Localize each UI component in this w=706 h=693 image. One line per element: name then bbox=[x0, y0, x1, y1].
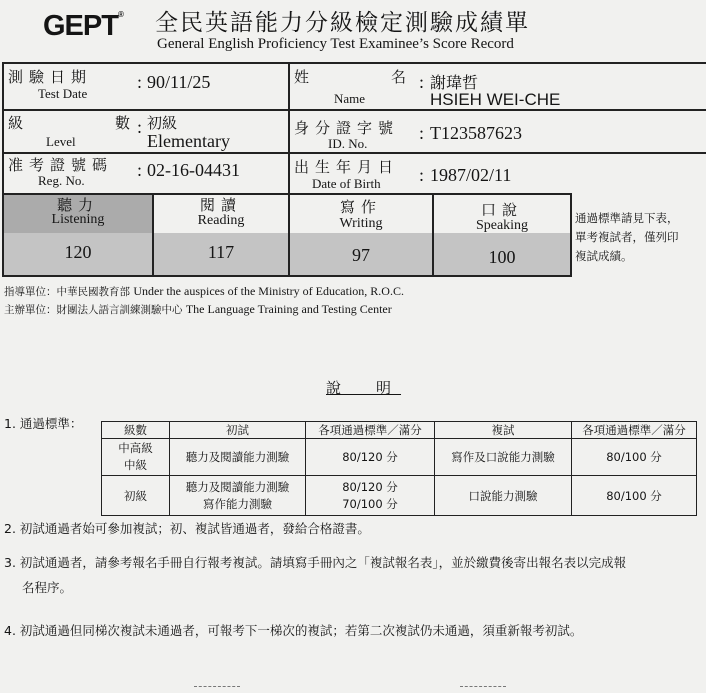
item-3-cont: 名程序。 bbox=[22, 580, 73, 595]
level-value-zh: 初級 bbox=[147, 114, 178, 132]
reg-label-zh: 准考證號碼 bbox=[8, 156, 114, 174]
gept-logo: GEPT® bbox=[43, 10, 123, 42]
stamp-box-edge bbox=[194, 686, 240, 687]
col-first-test: 初試 bbox=[170, 422, 306, 439]
grid-line bbox=[2, 62, 706, 64]
col-first-standard: 各項通過標準／滿分 bbox=[306, 422, 435, 439]
col-second-test: 複試 bbox=[435, 422, 572, 439]
name-label-zh: 姓 名 bbox=[294, 68, 407, 86]
second-standard-cell: 80/100 分 bbox=[572, 439, 697, 476]
listening-label-en: Listening bbox=[51, 212, 105, 227]
reading-score: 117 bbox=[207, 242, 235, 262]
speaking-label-zh: 口說 bbox=[480, 201, 523, 219]
item-4: 4. 初試通過但同梯次複試未通過者，可報考下一梯次的複試；若第二次複試仍未通過，須重新報考初試。 bbox=[4, 623, 583, 638]
first-test-cell: 聽力及閱讀能力測驗 寫作能力測驗 bbox=[170, 476, 306, 516]
name-value-zh: 謝瑋哲 bbox=[430, 73, 479, 92]
level-label-en: Level bbox=[46, 134, 76, 149]
second-test-cell: 口說能力測驗 bbox=[435, 476, 572, 516]
item-1-label: 1. 通過標準： bbox=[4, 416, 83, 431]
second-standard-cell: 80/100 分 bbox=[572, 476, 697, 516]
first-standard-cell: 80/120 分 70/100 分 bbox=[306, 476, 435, 516]
test-date-label-zh: 測驗日期 bbox=[8, 68, 93, 86]
level-value-en: Elementary bbox=[147, 131, 230, 151]
supervisor-line: 指導單位：中華民國教育部 Under the auspices of the Ministry of Education, R.O.C. bbox=[4, 284, 404, 298]
item-2: 2. 初試通過者始可參加複試；初、複試皆通過者，發給合格證書。 bbox=[4, 521, 370, 536]
dob-label-zh: 出生年月日 bbox=[294, 158, 400, 176]
explanation-title: 說 明 bbox=[326, 379, 402, 397]
first-test-cell: 聽力及閱讀能力測驗 bbox=[170, 439, 306, 476]
id-label-zh: 身分證字號 bbox=[294, 119, 400, 137]
col-level: 級數 bbox=[102, 422, 170, 439]
level-cell: 初級 bbox=[102, 476, 170, 516]
listening-label-zh: 聽力 bbox=[56, 196, 99, 214]
reg-value: 02-16-04431 bbox=[147, 160, 240, 180]
name-label-en: Name bbox=[334, 91, 366, 106]
organizer-line: 主辦單位：財團法人語言訓練測驗中心 The Language Training and Testing Center bbox=[4, 302, 392, 316]
writing-label-zh: 寫作 bbox=[339, 198, 382, 216]
listening-score: 120 bbox=[64, 242, 92, 262]
test-date-label-en: Test Date bbox=[38, 86, 88, 101]
title-chinese: 全民英語能力分級檢定測驗成績單 bbox=[155, 10, 530, 36]
pass-standard-table bbox=[101, 421, 697, 516]
writing-score: 97 bbox=[352, 245, 370, 265]
dob-label-en: Date of Birth bbox=[312, 176, 381, 191]
level-cell: 中高級 中級 bbox=[102, 439, 170, 476]
test-date-value: 90/11/25 bbox=[147, 72, 211, 92]
grid-line bbox=[2, 275, 570, 277]
table-row bbox=[102, 439, 697, 476]
id-label-en: ID. No. bbox=[328, 136, 368, 151]
speaking-label-en: Speaking bbox=[475, 218, 529, 233]
dob-value: 1987/02/11 bbox=[430, 165, 512, 185]
first-standard-cell: 80/120 分 bbox=[306, 439, 435, 476]
grid-line bbox=[288, 62, 290, 193]
col-second-standard: 各項通過標準／滿分 bbox=[572, 422, 697, 439]
level-label-zh: 級 數 bbox=[8, 114, 131, 132]
writing-label-en: Writing bbox=[339, 216, 383, 231]
id-value: T123587623 bbox=[430, 123, 522, 143]
title-english: General English Proficiency Test Examinee’s Score Record bbox=[157, 36, 514, 52]
table-row bbox=[102, 476, 697, 516]
grid-line bbox=[570, 193, 572, 277]
reg-label-en: Reg. No. bbox=[38, 173, 85, 188]
second-test-cell: 寫作及口說能力測驗 bbox=[435, 439, 572, 476]
grid-line bbox=[2, 109, 706, 111]
pass-standard-note: 通過標準請見下表， 單考複試者，僅列印 複試成績。 bbox=[575, 211, 679, 263]
stamp-box-edge bbox=[460, 686, 506, 687]
name-value-en: HSIEH WEI-CHE bbox=[430, 90, 561, 109]
speaking-score: 100 bbox=[488, 247, 516, 267]
reading-label-en: Reading bbox=[197, 213, 245, 228]
item-3: 3. 初試通過者，請參考報名手冊自行報考複試。請填寫手冊內之「複試報名表」，並於繳費後寄出報名表以完成報 bbox=[4, 555, 627, 570]
reading-label-zh: 閱讀 bbox=[199, 196, 242, 214]
